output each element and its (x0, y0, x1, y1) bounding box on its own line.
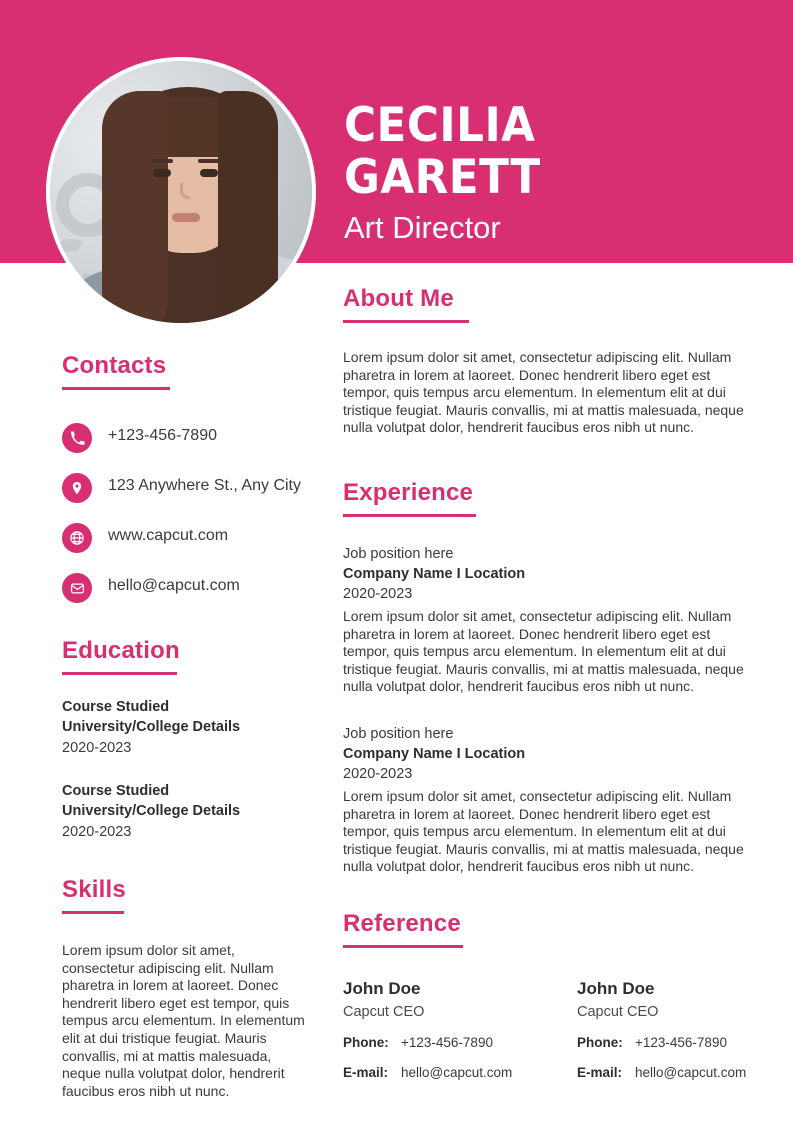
skills-section (62, 876, 306, 1100)
reference-email-label: E-mail: (343, 1064, 389, 1080)
education-heading: Education (62, 637, 180, 664)
education-school: University/College Details (62, 803, 241, 819)
contacts-heading: Contacts (62, 352, 167, 379)
right-column (343, 285, 747, 1082)
contacts-heading-rule (62, 387, 170, 390)
photo-mouth (172, 213, 200, 222)
reference-phone-row (577, 1034, 745, 1052)
skills-body: Lorem ipsum dolor sit amet, consectetur adipiscing elit. Nullam pharetra in lorem at laoreet. Donec hendrerit libero eget est tempor, quis tempus arcu elementum. In elementum elit at dui tristique feugiat. Mauris convallis, mi at mattis malesuada, neque nulla volutpat dolor, hendrerit faucibus eros nibh ut nunc. (62, 942, 305, 1099)
education-item (62, 781, 306, 842)
education-course: Course Studied (62, 699, 170, 715)
experience-position: Job position here (343, 725, 454, 742)
experience-years: 2020-2023 (343, 765, 413, 782)
photo-brow-right (198, 159, 220, 163)
contacts-list (62, 422, 306, 603)
contact-item-address[interactable] (62, 472, 306, 503)
experience-section (343, 479, 747, 876)
globe-icon (62, 523, 92, 553)
phone-icon (62, 423, 92, 453)
experience-years: 2020-2023 (343, 585, 413, 602)
reference-email-row (343, 1064, 511, 1082)
contact-item-email[interactable] (62, 572, 306, 603)
job-title: Art Director (344, 210, 501, 245)
reference-email-label: E-mail: (577, 1064, 623, 1080)
photo-eye-left (153, 169, 171, 177)
education-item (62, 697, 306, 758)
reference-item (577, 978, 745, 1082)
envelope-icon (62, 573, 92, 603)
experience-company: Company Name I Location (343, 745, 526, 762)
education-course: Course Studied (62, 783, 170, 799)
skills-heading-rule (62, 911, 124, 914)
contact-item-phone[interactable] (62, 422, 306, 453)
reference-phone-value: +123-456-7890 (635, 1034, 727, 1050)
experience-description: Lorem ipsum dolor sit amet, consectetur adipiscing elit. Nullam pharetra in lorem at laoreet. Donec hendrerit libero eget est tempor, quis tempus arcu elementum. In elementum elit at dui tristique feugiat. Mauris convallis, mi at mattis malesuada, neque nulla volutpat dolor, hendrerit faucibus eros nibh ut nunc. (343, 607, 744, 695)
location-pin-icon (62, 473, 92, 503)
skills-heading: Skills (62, 876, 126, 903)
experience-company: Company Name I Location (343, 565, 526, 582)
page-title: CECILIA GARETT (344, 98, 541, 205)
photo-hair-left (102, 91, 168, 327)
left-column (62, 352, 306, 1100)
reference-email-row (577, 1064, 745, 1082)
education-years: 2020-2023 (62, 824, 132, 840)
education-section (62, 637, 306, 842)
experience-heading-rule (343, 514, 476, 517)
reference-name: John Doe (343, 978, 421, 998)
reference-list (343, 978, 747, 1082)
reference-name: John Doe (577, 978, 655, 998)
contact-website-value: www.capcut.com (108, 527, 229, 544)
contact-phone-value: +123-456-7890 (108, 427, 217, 444)
education-school: University/College Details (62, 719, 241, 735)
contact-address-value: 123 Anywhere St., Any City (108, 477, 301, 494)
about-heading-rule (343, 320, 469, 323)
about-section (343, 285, 747, 437)
reference-role: Capcut CEO (343, 1003, 425, 1020)
reference-section (343, 910, 747, 1082)
contact-item-website[interactable] (62, 522, 306, 553)
experience-heading: Experience (343, 478, 474, 506)
education-heading-rule (62, 672, 177, 675)
avatar (46, 57, 316, 327)
reference-phone-row (343, 1034, 511, 1052)
about-body: Lorem ipsum dolor sit amet, consectetur adipiscing elit. Nullam pharetra in lorem at laoreet. Donec hendrerit libero eget est tempor, quis tempus arcu elementum. In elementum elit at dui tristique feugiat. Mauris convallis, mi at mattis malesuada, neque nulla volutpat dolor, hendrerit faucibus eros nibh ut nunc. (343, 349, 744, 436)
reference-phone-label: Phone: (343, 1034, 389, 1050)
contact-email-value: hello@capcut.com (108, 577, 240, 594)
education-years: 2020-2023 (62, 740, 132, 756)
about-heading: About Me (343, 285, 454, 312)
reference-phone-label: Phone: (577, 1034, 623, 1050)
reference-heading: Reference (343, 909, 461, 937)
photo-brow-left (151, 159, 173, 163)
photo-eye-right (200, 169, 218, 177)
experience-description: Lorem ipsum dolor sit amet, consectetur adipiscing elit. Nullam pharetra in lorem at laoreet. Donec hendrerit libero eget est tempor, quis tempus arcu elementum. In elementum elit at dui tristique feugiat. Mauris convallis, mi at mattis malesuada, neque nulla volutpat dolor, hendrerit faucibus eros nibh ut nunc. (343, 787, 744, 875)
reference-phone-value: +123-456-7890 (401, 1034, 493, 1050)
contacts-section (62, 352, 306, 603)
photo-hair-right (218, 91, 278, 327)
photo-nose (180, 183, 190, 199)
reference-email-value: hello@capcut.com (401, 1064, 513, 1080)
reference-item (343, 978, 511, 1082)
reference-email-value: hello@capcut.com (635, 1064, 747, 1080)
reference-heading-rule (343, 945, 463, 948)
experience-item (343, 544, 747, 696)
reference-role: Capcut CEO (577, 1003, 659, 1020)
experience-item (343, 724, 747, 876)
experience-position: Job position here (343, 545, 454, 562)
header-text-group (344, 100, 764, 246)
